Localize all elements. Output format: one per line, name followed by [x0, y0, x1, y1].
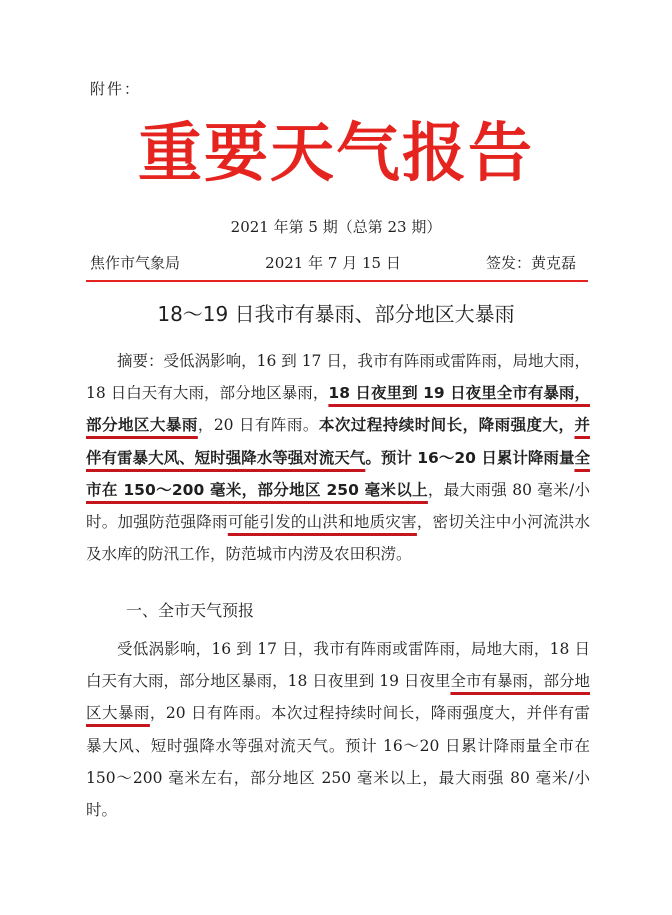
summary-highlight-2: 并伴有雷暴大风、短时强降水等强对流天气 — [86, 416, 590, 467]
forecast-paragraph — [86, 633, 590, 826]
forecast-highlight: 全市有暴雨，部分地区大暴雨 — [86, 672, 590, 723]
summary-highlight-1: 18 日夜里到 19 日夜里全市有暴雨，部分地区大暴雨 — [86, 384, 590, 435]
meta-row — [90, 252, 576, 273]
forecast-text-1: 受低涡影响，16 到 17 日，我市有阵雨或雷阵雨，局地大雨，18 日白天有大雨，部分地区暴雨，18 日夜里到 19 日夜里 — [86, 640, 590, 691]
headline: 18～19 日我市有暴雨、部分地区大暴雨 — [157, 302, 515, 326]
issuer: 焦作市气象局 — [90, 254, 181, 272]
red-divider — [86, 280, 588, 282]
issue-number: 2021 年第 5 期（总第 23 期） — [230, 218, 442, 236]
summary-highlight-3: 全市在 150～200 毫米，部分地区 250 毫米以上 — [86, 448, 590, 499]
attachment-label: 附件： — [90, 80, 142, 98]
summary-bold-1: 本次过程持续时间长，降雨强度大， — [318, 416, 575, 435]
report-title: 重要天气报告 — [138, 117, 534, 191]
summary-text-2: ，20 日有阵雨。 — [197, 416, 319, 435]
summary-text-1: 摘要：受低涡影响，16 到 17 日，我市有阵雨或雷阵雨，局地大雨，18 日白天有大雨，部分地区暴雨， — [86, 352, 590, 403]
section-1-title: 一、全市天气预报 — [126, 601, 255, 620]
summary-text-4: ，密切关注中小河流洪水及水库的防汛工作，防范城市内涝及农田积涝。 — [86, 513, 590, 564]
summary-bold-2: 。预计 16～20 日累计降雨量 — [365, 448, 575, 467]
forecast-text-2: ，20 日有阵雨。本次过程持续时间长，降雨强度大，并伴有雷暴大风、短时强降水等强对流天气。预计 16～20 日累计降雨量全市在 150～200 毫米左右，部分地区 250 毫米以上，最大雨强 80 毫米/小时。 — [86, 704, 590, 820]
summary-text-3: ，最大雨强 80 毫米/小时。加强防范强降雨 — [86, 480, 590, 532]
summary-highlight-4: 可能引发的山洪和地质灾害 — [227, 513, 417, 532]
issue-date: 2021 年 7 月 15 日 — [265, 254, 401, 272]
summary-paragraph — [86, 345, 590, 570]
signer: 签发：黄克磊 — [485, 254, 576, 272]
